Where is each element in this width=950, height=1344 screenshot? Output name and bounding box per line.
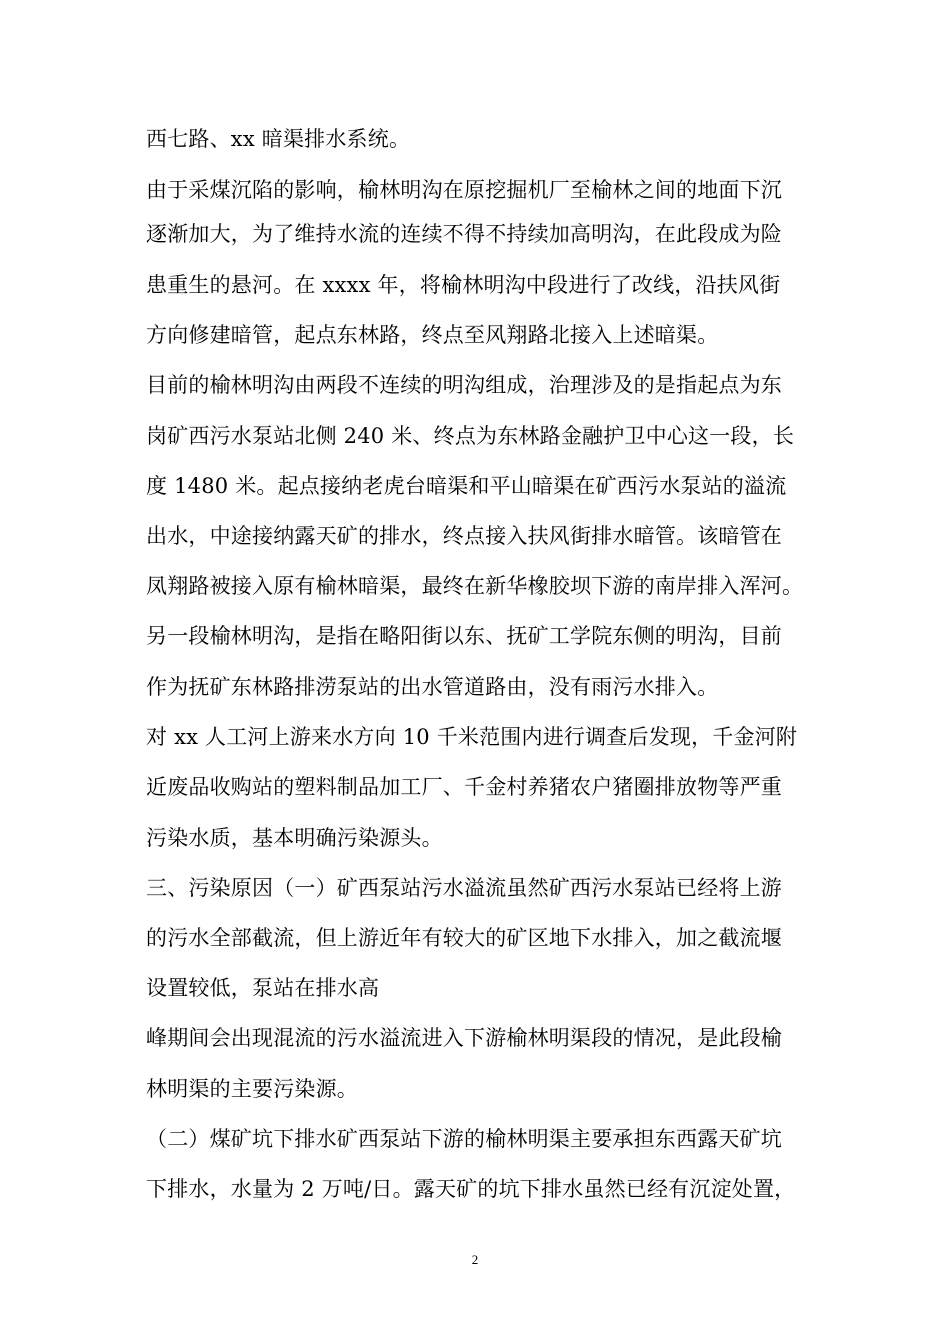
text-line: 设置较低，泵站在排水高 <box>146 976 380 1000</box>
text-line: 度 1480 米。起点接纳老虎台暗渠和平山暗渠在矿西污水泵站的溢流 <box>146 474 787 498</box>
page-number: 2 <box>471 1252 479 1267</box>
text-line: 污染水质，基本明确污染源头。 <box>146 826 443 850</box>
text-line: 岗矿西污水泵站北侧 240 米、终点为东林路金融护卫中心这一段，长 <box>146 424 795 448</box>
text-line: 方向修建暗管，起点东林路，终点至风翔路北接入上述暗渠。 <box>146 323 719 347</box>
text-line: 近废品收购站的塑料制品加工厂、千金村养猪农户猪圈排放物等严重 <box>146 775 782 799</box>
text-line: 凤翔路被接入原有榆林暗渠，最终在新华橡胶坝下游的南岸排入浑河。 <box>146 574 804 598</box>
text-line: （二）煤矿坑下排水矿西泵站下游的榆林明渠主要承担东西露天矿坑 <box>146 1127 782 1151</box>
text-line: 林明渠的主要污染源。 <box>146 1077 358 1101</box>
text-line: 出水，中途接纳露天矿的排水，终点接入扶风街排水暗管。该暗管在 <box>146 524 782 548</box>
text-line: 另一段榆林明沟，是指在略阳街以东、抚矿工学院东侧的明沟，目前 <box>146 624 782 648</box>
text-line: 逐渐加大，为了维持水流的连续不得不持续加高明沟，在此段成为险 <box>146 222 782 246</box>
text-line: 峰期间会出现混流的污水溢流进入下游榆林明渠段的情况，是此段榆 <box>146 1026 782 1050</box>
text-line: 作为抚矿东林路排涝泵站的出水管道路由，没有雨污水排入。 <box>146 675 719 699</box>
text-line: 三、污染原因（一）矿西泵站污水溢流虽然矿西污水泵站已经将上游 <box>146 876 782 900</box>
text-line: 的污水全部截流，但上游近年有较大的矿区地下水排入，加之截流堰 <box>146 926 782 950</box>
text-line: 患重生的悬河。在 xxxx 年，将榆林明沟中段进行了改线，沿扶风街 <box>146 273 781 297</box>
text-line: 西七路、xx 暗渠排水系统。 <box>146 127 411 151</box>
text-line: 对 xx 人工河上游来水方向 10 千米范围内进行调查后发现，千金河附 <box>146 725 798 749</box>
text-line: 下排水，水量为 2 万吨/日。露天矿的坑下排水虽然已经有沉淀处置， <box>146 1177 796 1201</box>
text-line: 目前的榆林明沟由两段不连续的明沟组成，治理涉及的是指起点为东 <box>146 373 782 397</box>
text-line: 由于采煤沉陷的影响，榆林明沟在原挖掘机厂至榆林之间的地面下沉 <box>146 178 782 202</box>
